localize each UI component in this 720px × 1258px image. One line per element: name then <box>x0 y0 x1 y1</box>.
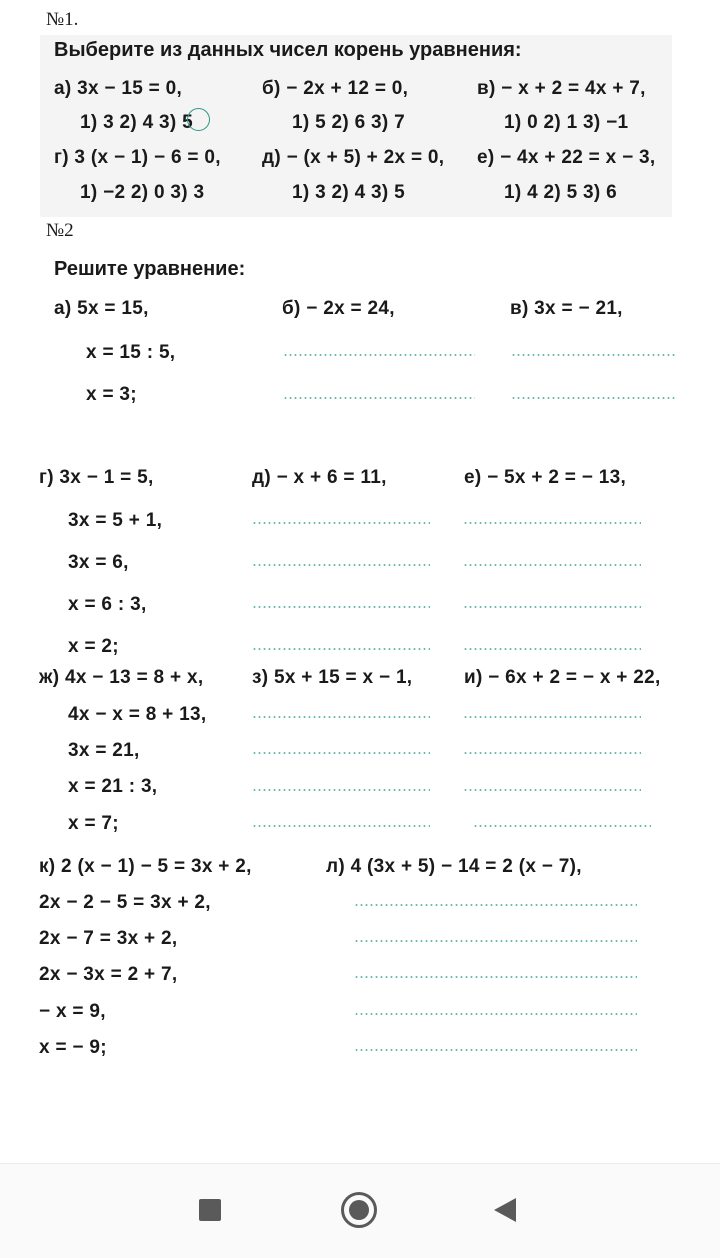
ex2-k-step-3: 2x − 3x = 2 + 7, <box>39 964 178 985</box>
ex2-a-equation: а) 5x = 15, <box>54 298 149 319</box>
answer-line <box>252 564 430 566</box>
ex2-k-step-1: 2x − 2 − 5 = 3x + 2, <box>39 892 211 913</box>
ex2-e-equation: е) − 5x + 2 = − 13, <box>464 467 627 488</box>
answer-line <box>511 354 675 356</box>
ex2-g-step-4: x = 2; <box>68 636 119 657</box>
ex2-k-step-4: − x = 9, <box>39 1001 106 1022</box>
home-circle-inner-icon <box>349 1200 369 1220</box>
answer-line <box>463 564 641 566</box>
ex1-v-equation: в) − x + 2 = 4x + 7, <box>477 78 646 99</box>
ex2-i-equation: и) − 6x + 2 = − x + 22, <box>464 667 661 688</box>
ex1-d-equation: д) − (x + 5) + 2x = 0, <box>262 147 445 168</box>
ex2-k-step-2: 2x − 7 = 3x + 2, <box>39 928 178 949</box>
ex2-g-equation: г) 3x − 1 = 5, <box>39 467 154 488</box>
ex1-d-options: 1) 3 2) 4 3) 5 <box>292 182 405 203</box>
answer-line <box>252 522 430 524</box>
answer-line <box>473 825 651 827</box>
ex2-g-step-3: x = 6 : 3, <box>68 594 147 615</box>
ex2-d-equation: д) − x + 6 = 11, <box>252 467 387 488</box>
ex1-b-options: 1) 5 2) 6 3) 7 <box>292 112 405 133</box>
ex1-e-equation: е) − 4x + 22 = x − 3, <box>477 147 656 168</box>
answer-line <box>463 522 641 524</box>
ex2-k-step-5: x = − 9; <box>39 1037 107 1058</box>
ex2-b-equation: б) − 2x = 24, <box>282 298 395 319</box>
answer-line <box>511 397 675 399</box>
answer-line <box>354 940 637 942</box>
ex1-b-equation: б) − 2x + 12 = 0, <box>262 78 409 99</box>
ex2-l-equation: л) 4 (3x + 5) − 14 = 2 (x − 7), <box>326 856 582 877</box>
answer-line <box>354 1013 637 1015</box>
recents-square-icon[interactable] <box>199 1199 221 1221</box>
answer-line <box>463 752 641 754</box>
ex2-zh-step-3: x = 21 : 3, <box>68 776 158 797</box>
answer-line <box>463 789 641 791</box>
ex2-g-step-1: 3x = 5 + 1, <box>68 510 163 531</box>
exercise-1-instruction: Выберите из данных чисел корень уравнения: <box>54 39 522 61</box>
back-triangle-icon[interactable] <box>494 1198 516 1222</box>
ex1-g-equation: г) 3 (x − 1) − 6 = 0, <box>54 147 221 168</box>
ex1-v-options: 1) 0 2) 1 3) −1 <box>504 112 629 133</box>
ex2-zh-step-4: x = 7; <box>68 813 119 834</box>
ex2-zh-equation: ж) 4x − 13 = 8 + x, <box>39 667 204 688</box>
ex2-z-equation: з) 5x + 15 = x − 1, <box>252 667 413 688</box>
answer-line <box>252 606 430 608</box>
ex2-a-step-1: x = 15 : 5, <box>86 342 176 363</box>
exercise-2-number: №2 <box>46 220 74 241</box>
answer-line <box>463 606 641 608</box>
ex1-a-equation: а) 3x − 15 = 0, <box>54 78 183 99</box>
answer-line <box>283 354 475 356</box>
ex2-v-equation: в) 3x = − 21, <box>510 298 623 319</box>
ex2-k-equation: к) 2 (x − 1) − 5 = 3x + 2, <box>39 856 252 877</box>
ex1-e-options: 1) 4 2) 5 3) 6 <box>504 182 617 203</box>
answer-circle-mark <box>187 108 210 131</box>
ex1-a-options: 1) 3 2) 4 3) 5 <box>80 112 193 133</box>
answer-line <box>354 976 637 978</box>
answer-line <box>463 648 641 650</box>
ex1-g-options: 1) −2 2) 0 3) 3 <box>80 182 205 203</box>
answer-line <box>252 716 430 718</box>
ex2-zh-step-2: 3x = 21, <box>68 740 140 761</box>
ex2-a-step-2: x = 3; <box>86 384 137 405</box>
answer-line <box>463 716 641 718</box>
exercise-1-number: №1. <box>46 9 79 30</box>
answer-line <box>252 648 430 650</box>
answer-line <box>283 397 475 399</box>
ex2-zh-step-1: 4x − x = 8 + 13, <box>68 704 207 725</box>
answer-line <box>354 904 637 906</box>
ex2-g-step-2: 3x = 6, <box>68 552 129 573</box>
exercise-2-instruction: Решите уравнение: <box>54 258 246 280</box>
answer-line <box>252 789 430 791</box>
answer-line <box>252 825 430 827</box>
answer-line <box>252 752 430 754</box>
answer-line <box>354 1049 637 1051</box>
